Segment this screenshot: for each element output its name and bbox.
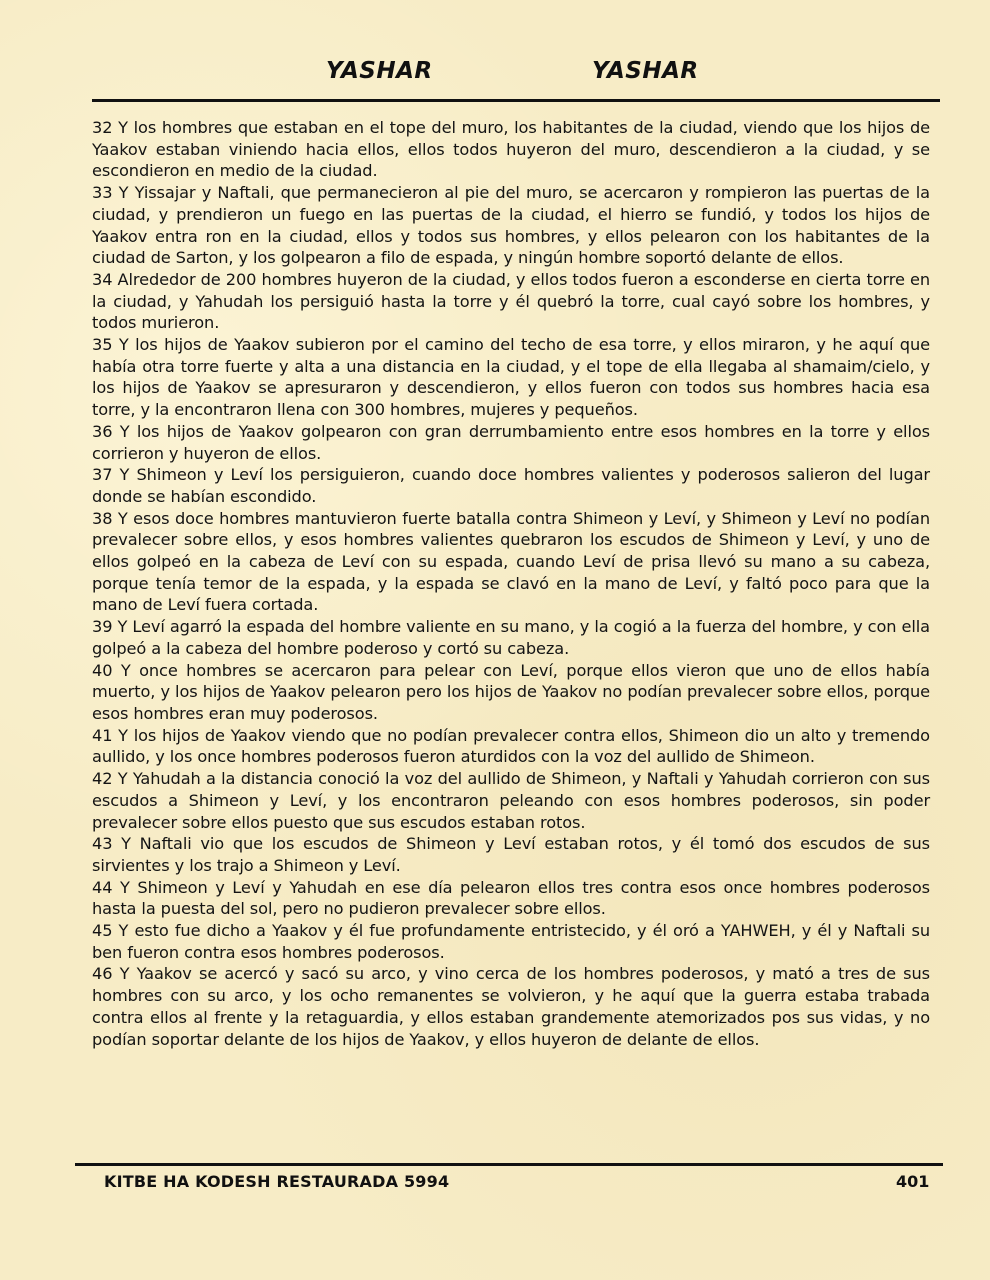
verse-36: 36 Y los hijos de Yaakov golpearon con gran derrumbamiento entre esos hombres en la torre y ellos corrieron y huyeron de ellos. <box>92 421 930 463</box>
verse-32: 32 Y los hombres que estaban en el tope del muro, los habitantes de la ciudad, viendo que los hijos de Yaakov estaban viniendo hacia ellos, ellos todos huyeron del muro, descendieron a la ciudad, y se escondieron en medio de la ciudad. <box>92 118 930 181</box>
verse-38: 38 Y esos doce hombres mantuvieron fuerte batalla contra Shimeon y Leví, y Shimeon y Leví no podían prevalecer sobre ellos, y esos hombres valientes quebraron los escudos de Shimeon y Leví, y uno de ellos golpeó en la cabeza de Leví con su espada, cuando Leví de prisa llevó su mano a su cabeza, porque tenía temor de la espada, y la espada se clavó en la mano de Leví, y faltó poco para que la mano de Leví fuera cortada. <box>92 508 930 615</box>
verse-body <box>92 117 930 1050</box>
page-header <box>0 58 990 90</box>
verse-43: 43 Y Naftali vio que los escudos de Shimeon y Leví estaban rotos, y él tomó dos escudos de sus sirvientes y los trajo a Shimeon y Leví. <box>92 834 930 875</box>
verse-40: 40 Y once hombres se acercaron para pelear con Leví, porque ellos vieron que uno de ellos había muerto, y los hijos de Yaakov pelearon pero los hijos de Yaakov no podían prevalecer sobre ellos, porque esos hombres eran muy poderosos. <box>92 660 930 723</box>
verse-37: 37 Y Shimeon y Leví los persiguieron, cuando doce hombres valientes y poderosos salieron del lugar donde se habían escondido. <box>92 465 930 506</box>
header-rule <box>92 99 940 102</box>
verse-42: 42 Y Yahudah a la distancia conoció la voz del aullido de Shimeon, y Naftali y Yahudah corrieron con sus escudos a Shimeon y Leví, y los encontraron peleando con esos hombres poderosos, sin poder prevalecer sobre ellos puesto que sus escudos estaban rotos. <box>92 769 930 832</box>
verse-33: 33 Y Yissajar y Naftali, que permanecieron al pie del muro, se acercaron y rompieron las puertas de la ciudad, y prendieron un fuego en las puertas de la ciudad, el hierro se fundió, y todos los hijos de Yaakov entra ron en la ciudad, ellos y todos sus hombres, y ellos pelearon con los habitantes de la ciudad de Sarton, y los golpearon a filo de espada, y ningún hombre soportó delante de ellos. <box>92 183 930 268</box>
verse-44: 44 Y Shimeon y Leví y Yahudah en ese día pelearon ellos tres contra esos once hombres poderosos hasta la puesta del sol, pero no pudieron prevalecer sobre ellos. <box>92 877 930 919</box>
verse-39: 39 Y Leví agarró la espada del hombre valiente en su mano, y la cogió a la fuerza del hombre, y con ella golpeó a la cabeza del hombre poderoso y cortó su cabeza. <box>92 617 930 658</box>
verse-45: 45 Y esto fue dicho a Yaakov y él fue profundamente entristecido, y él oró a YAHWEH, y él y Naftali su ben fueron contra esos hombres poderosos. <box>92 921 930 962</box>
verse-46: 46 Y Yaakov se acercó y sacó su arco, y vino cerca de los hombres poderosos, y mató a tres de sus hombres con su arco, y los ocho remanentes se volvieron, y he aquí que la guerra estaba trabada contra ellos al frente y la retaguardia, y ellos estaban grandemente atemorizados pos sus vidas, y no podían soportar delante de los hijos de Yaakov, y ellos huyeron de delante de ellos. <box>92 964 930 1049</box>
running-title-right: YASHAR <box>592 58 699 84</box>
footer-book-title: KITBE HA KODESH RESTAURADA 5994 <box>104 1172 450 1191</box>
verse-35: 35 Y los hijos de Yaakov subieron por el camino del techo de esa torre, y ellos miraron, y he aquí que había otra torre fuerte y alta a una distancia en la ciudad, y el tope de ella llegaba al shamaim/cielo, y los hijos de Yaakov se apresuraron y descendieron, y ellos fueron con todos sus hombres hacia esa torre, y la encontraron llena con 300 hombres, mujeres y pequeños. <box>92 335 930 420</box>
running-title-left: YASHAR <box>326 58 433 84</box>
verse-34: 34 Alrededor de 200 hombres huyeron de la ciudad, y ellos todos fueron a esconderse en cierta torre en la ciudad, y Yahudah los persiguió hasta la torre y él quebró la torre, cual cayó sobre los hombres, y todos murieron. <box>92 269 930 333</box>
footer-rule <box>75 1163 943 1166</box>
verse-41: 41 Y los hijos de Yaakov viendo que no podían prevalecer contra ellos, Shimeon dio un alto y tremendo aullido, y los once hombres poderosos fueron aturdidos con la voz del aullido de Shimeon. <box>92 725 930 767</box>
page-number: 401 <box>896 1172 930 1191</box>
